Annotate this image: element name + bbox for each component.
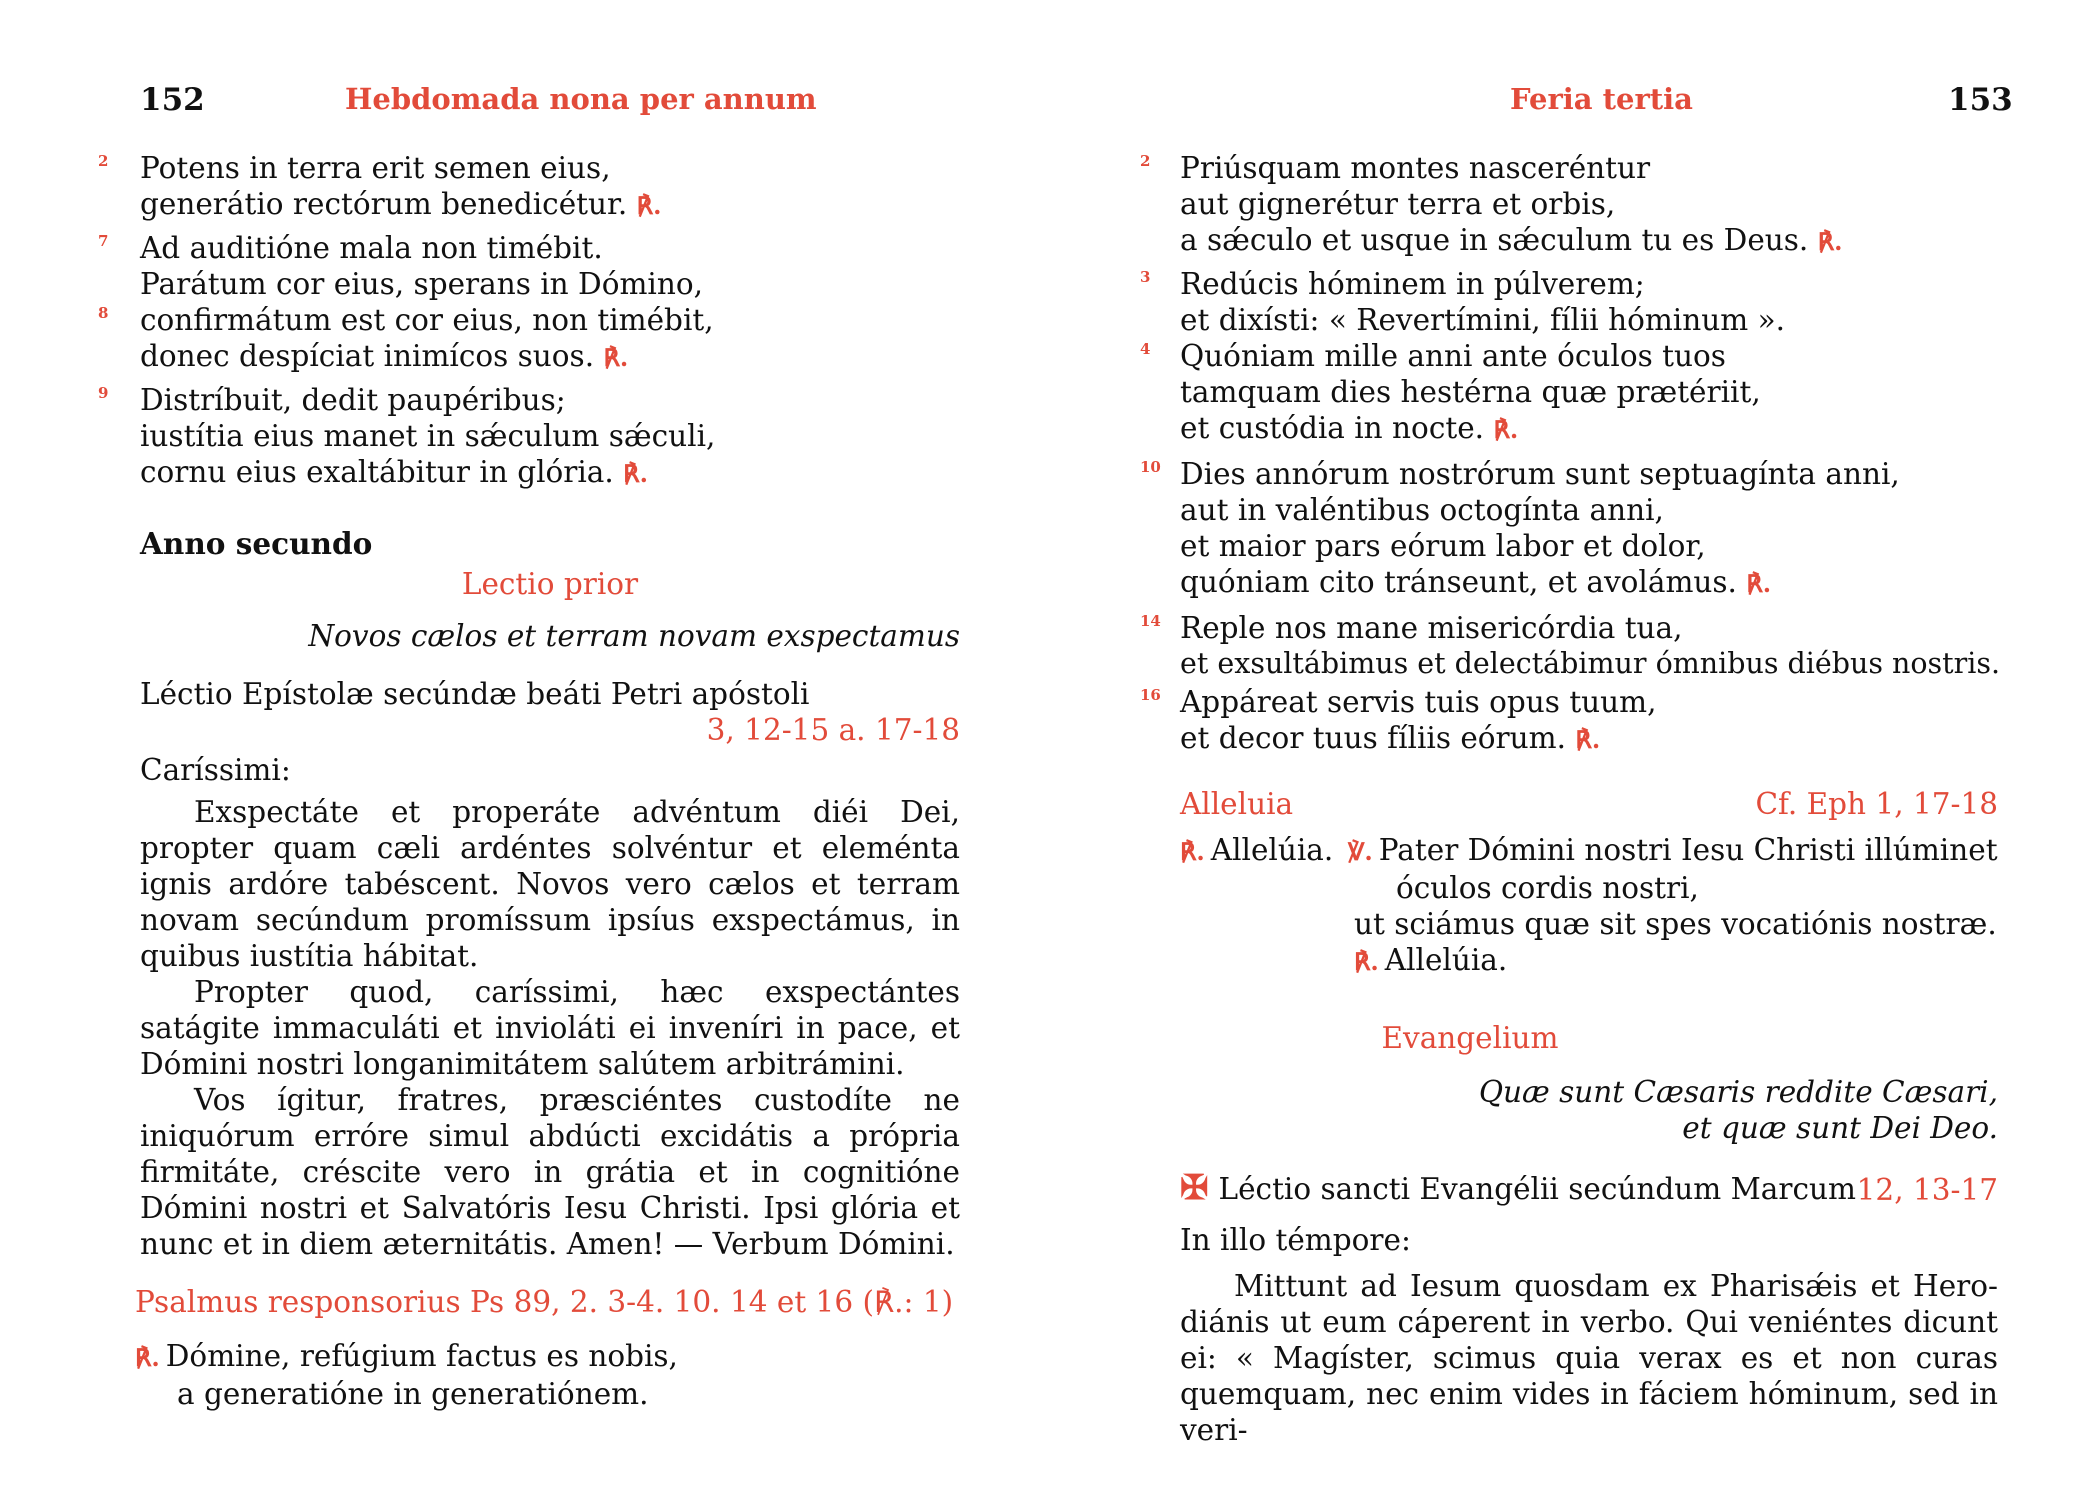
psalm-stanza: Priúsquam montes nasceréntur aut gignerétur terra et orbis, a sǽculo et usque in sǽculum tu es Deus. ℟. bbox=[1180, 151, 1843, 257]
psalmus-title: Psalmus responsorius bbox=[135, 1285, 461, 1319]
gospel-intro: ✠ Léctio sancti Evangélii secúndum Marcum bbox=[1180, 1168, 1856, 1208]
response-symbol: ℟. bbox=[623, 459, 648, 488]
verse-number: 2 bbox=[1140, 152, 1151, 170]
psalm-stanza: Reple nos mane misericórdia tua, et exsultábimus et delectábimur ómnibus diébus nostris. bbox=[1180, 611, 2001, 680]
psalm-stanza: Redúcis hóminem in púlverem; et dixísti: « Revertímini, fílii hóminum ». bbox=[1180, 267, 1786, 337]
psalm-stanza: Dies annórum nostrórum sunt septuagínta anni, aut in valéntibus octogínta anni, et maior pars eórum labor et dolor, quóniam cito tránseunt, et avolámus. ℟. bbox=[1180, 457, 1900, 599]
verse-number: 10 bbox=[1140, 458, 1161, 476]
right-page-number: 153 bbox=[1948, 82, 2013, 118]
response-symbol: ℟. bbox=[1575, 725, 1601, 754]
left-page-number: 152 bbox=[140, 82, 205, 118]
verse-number: 3 bbox=[1140, 268, 1151, 286]
response-symbol: ℟. bbox=[135, 1343, 160, 1372]
verse-number: 14 bbox=[1140, 612, 1161, 630]
gospel-reference: 12, 13-17 bbox=[1856, 1173, 1998, 1207]
cross-icon: ✠ bbox=[1180, 1168, 1209, 1208]
versicle-symbol: ℣. bbox=[1348, 837, 1373, 866]
evangelium-title: Evangelium bbox=[1381, 1021, 1559, 1055]
psalm-stanza: Potens in terra erit semen eius, generátio rectórum benedicétur. ℟. bbox=[140, 151, 662, 221]
lectio-intro: Léctio Epístolæ secúndæ beáti Petri apóstoli bbox=[140, 677, 810, 711]
paragraph: Mittunt ad Iesum quosdam ex Pharisǽis et Herodiánis ut eum cáperent in verbo. Qui veniéntes dicunt ei: « Magíster, scimus quia verax es et non curas quemquam, nec enim vides in fáciem hóminum, sed in veri- bbox=[1180, 1269, 1998, 1447]
verse-number: 9 bbox=[98, 384, 109, 402]
psalm-stanza: Quóniam mille anni ante óculos tuos tamquam dies hestérna quæ prætériit, et custódia in nocte. ℟. bbox=[1180, 339, 1761, 445]
alleluia-title: Alleluia bbox=[1180, 787, 1294, 821]
lectio-subtitle: Novos cælos et terram novam exspectamus bbox=[308, 619, 960, 653]
paragraph: Exspectáte et properáte advéntum diéi Dei, propter quam cæli ardéntes solvéntur et eleménta ignis ardóre tabéscent. Novos vero cælos et terram novam secúndum promíssum ipsíus exspectámus, in quibus iustítia hábitat. bbox=[140, 795, 960, 973]
lectio-reference: 3, 12-15 a. 17-18 bbox=[706, 713, 960, 747]
alleluia-versicle-cont: ut sciámus quæ sit spes vocatiónis nostræ. ℟. Allelúia. bbox=[1354, 907, 1997, 977]
verse-number: 4 bbox=[1140, 340, 1151, 358]
verse-number: 16 bbox=[1140, 686, 1161, 704]
paragraph: Propter quod, caríssimi, hæc exspectántes satágite immaculáti et invioláti ei inveníri in pace, et Dómini nostri longanimitátem salútem arbitrámini. bbox=[140, 975, 960, 1081]
response-symbol: ℟. bbox=[603, 343, 629, 372]
alleluia-response: ℟. Allelúia. bbox=[1180, 833, 1334, 867]
lectio-body bbox=[140, 794, 960, 1262]
anno-heading: Anno secundo bbox=[140, 526, 373, 561]
salutation: Caríssimi: bbox=[140, 753, 291, 787]
left-running-head: Hebdomada nona per annum bbox=[345, 82, 817, 116]
psalm-stanza: Distríbuit, dedit paupéribus; iustítia eius manet in sǽculum sǽculi, cornu eius exaltábitur in glória. ℟. bbox=[140, 383, 716, 489]
right-running-head: Feria tertia bbox=[1510, 82, 1693, 116]
gospel-opening: In illo témpore: bbox=[1180, 1223, 1411, 1257]
verse-number: 2 bbox=[98, 152, 109, 170]
response-symbol: ℟. bbox=[1817, 227, 1843, 256]
verse-number: 7 bbox=[98, 232, 109, 250]
psalm-stanza: confirmátum est cor eius, non timébit, donec despíciat inimícos suos. ℟. bbox=[140, 303, 714, 373]
psalm-response: ℟. Dómine, refúgium factus es nobis, a generatióne in generatiónem. bbox=[135, 1339, 678, 1411]
alleluia-versicle: ℣. Pater Dómini nostri Iesu Christi illúminet óculos cordis nostri, bbox=[1348, 833, 1998, 905]
alleluia-reference: Cf. Eph 1, 17-18 bbox=[1755, 787, 1998, 821]
psalm-stanza: Appáreat servis tuis opus tuum, et decor tuus fíliis eórum. ℟. bbox=[1180, 685, 1657, 755]
lectio-title: Lectio prior bbox=[461, 567, 639, 601]
psalmus-reference: Ps 89, 2. 3-4. 10. 14 et 16 (℟.: 1) bbox=[470, 1285, 954, 1319]
paragraph: Vos ígitur, fratres, præsciéntes custodíte ne iniquórum erróre simul abdúcti excidátis a própria firmitáte, créscite vero in grátia et in cognitióne Dómini nostri et Salvatóris Iesu Christi. Ipsi glória et nunc et in diem æternitátis. Amen! — Verbum Dómini. bbox=[140, 1083, 960, 1261]
verse-number: 8 bbox=[98, 304, 109, 322]
response-symbol: ℟. bbox=[1493, 415, 1519, 444]
response-symbol: ℟. bbox=[636, 191, 662, 220]
gospel-body bbox=[1180, 1268, 1998, 1448]
evangelium-subtitle: Quæ sunt Cæsaris reddite Cæsari, et quæ sunt Dei Deo. bbox=[1478, 1075, 1998, 1145]
psalm-stanza: Ad auditióne mala non timébit. Parátum cor eius, sperans in Dómino, bbox=[140, 231, 704, 301]
response-symbol: ℟. bbox=[1746, 569, 1772, 598]
